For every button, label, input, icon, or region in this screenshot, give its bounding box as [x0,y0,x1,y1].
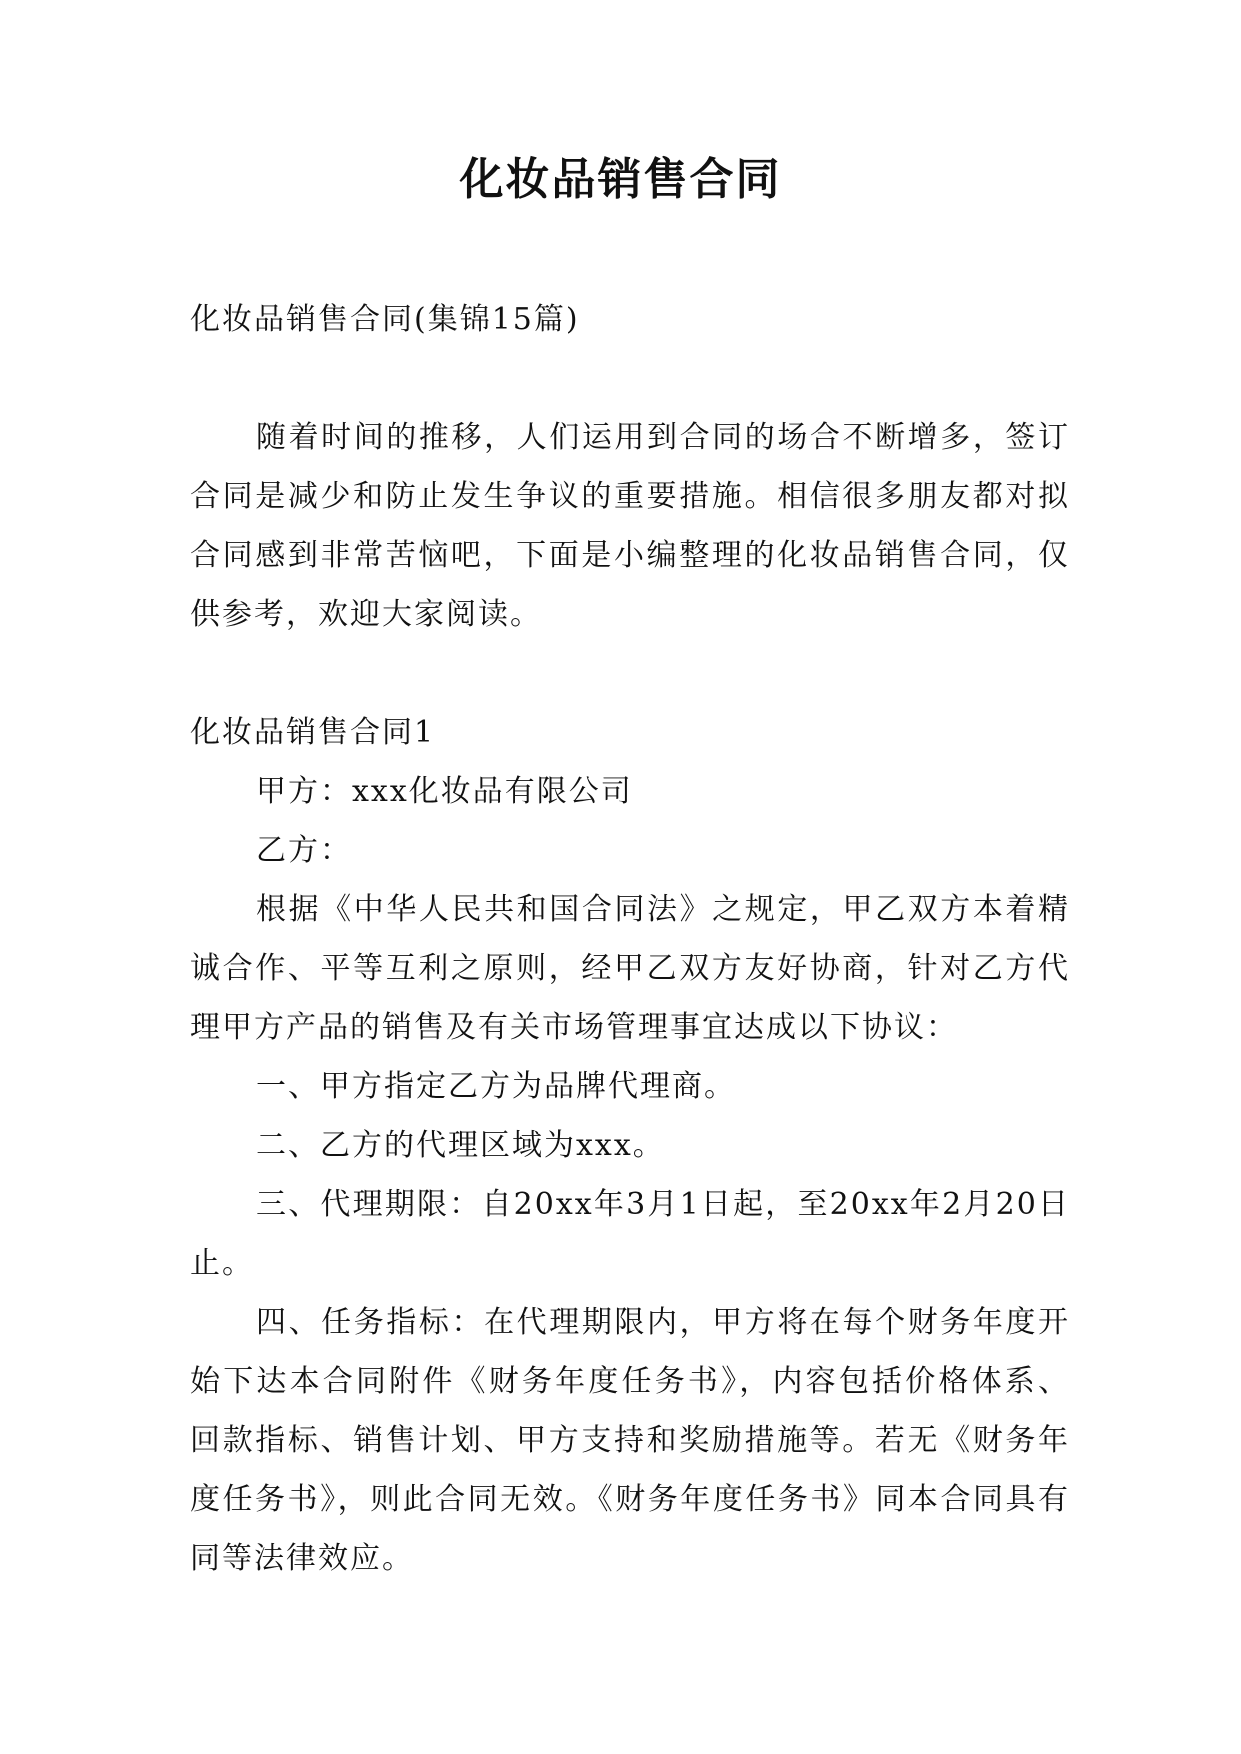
document-title: 化妆品销售合同 [459,154,782,205]
document-subtitle: 化妆品销售合同(集锦15篇) [190,302,580,337]
preamble-paragraph: 根据《中华人民共和国合同法》之规定，甲乙双方本着精诚合作、平等互利之原则，经甲乙双方友好协商，针对乙方代理甲方产品的销售及有关市场管理事宜达成以下协议： [190,892,1070,1045]
intro-paragraph: 随着时间的推移，人们运用到合同的场合不断增多，签订合同是减少和防止发生争议的重要措施。相信很多朋友都对拟合同感到非常苦恼吧，下面是小编整理的化妆品销售合同，仅供参考，欢迎大家阅读。 [190,420,1070,632]
party-a: 甲方：xxx化妆品有限公司 [256,774,633,809]
clause-4: 四、任务指标：在代理期限内，甲方将在每个财务年度开始下达本合同附件《财务年度任务书》，内容包括价格体系、回款指标、销售计划、甲方支持和奖励措施等。若无《财务年度任务书》，则此合同无效。《财务年度任务书》同本合同具有同等法律效应。 [190,1305,1070,1576]
section-heading: 化妆品销售合同1 [190,715,436,750]
clause-3: 三、代理期限：自20xx年3月1日起，至20xx年2月20日止。 [190,1187,1070,1281]
document-body [190,290,1070,1588]
clause-1: 一、甲方指定乙方为品牌代理商。 [256,1069,736,1104]
clause-2: 二、乙方的代理区域为xxx。 [256,1128,665,1163]
party-b: 乙方： [256,833,352,868]
